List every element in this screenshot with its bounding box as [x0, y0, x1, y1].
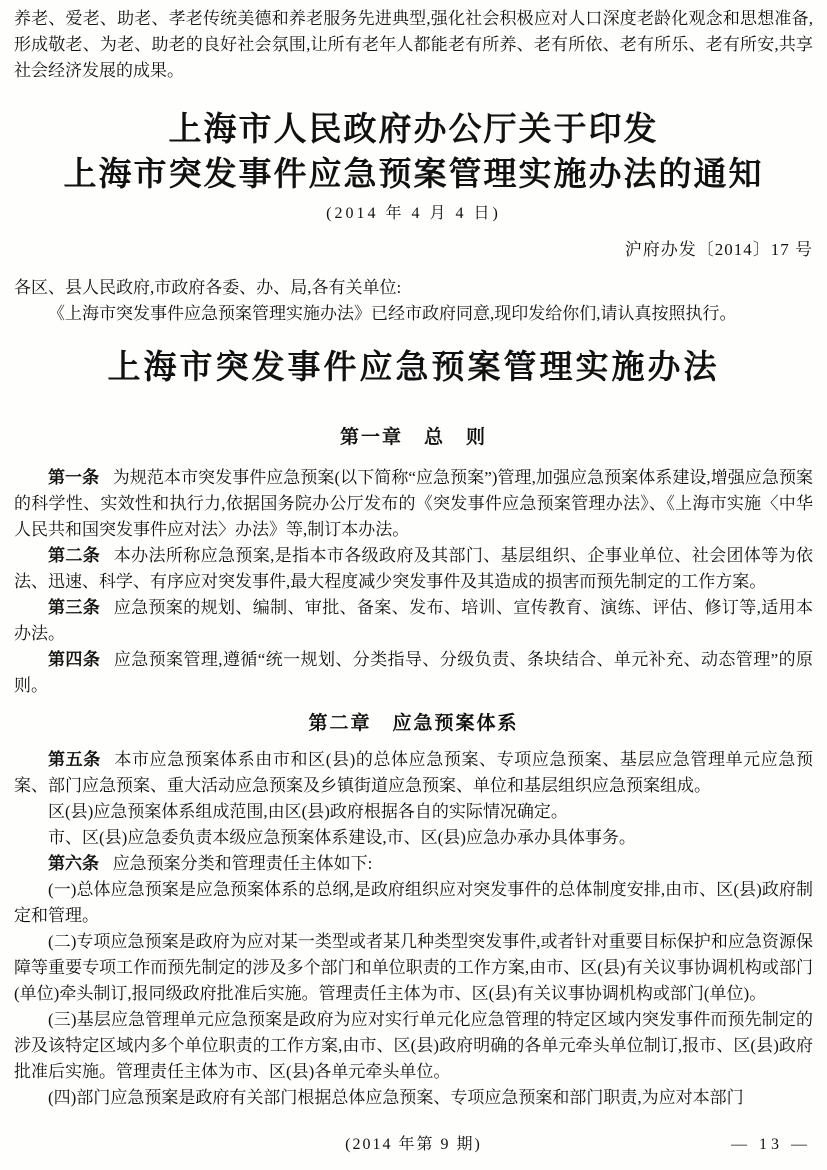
regulation-title: 上海市突发事件应急预案管理实施办法	[107, 350, 720, 386]
page-footer	[0, 1132, 827, 1158]
article-number: 第三条	[48, 598, 101, 617]
article-paragraph	[14, 747, 813, 799]
article-text: 为规范本市突发事件应急预案(以下简称“应急预案”)管理,加强应急预案体系建设,增强应急预案的科学性、实效性和执行力,依据国务院办公厅发布的《突发事件应急预案管理办法》、《上海市实施〈中华人民共和国突发事件应对法〉办法》等,制订本办法。	[14, 468, 813, 539]
doc-number: 沪府办发〔2014〕17 号	[624, 240, 813, 259]
chapter-1-heading: 第一章 总 则	[339, 427, 487, 448]
notice-date: (2014 年 4 月 4 日)	[326, 205, 501, 222]
article-text: 市、区(县)应急委负责本级应急预案体系建设,市、区(县)应急办承办具体事务。	[48, 828, 636, 847]
notice-title-line2: 上海市突发事件应急预案管理实施办法的通知	[63, 157, 764, 193]
page-number: — 13 —	[731, 1136, 811, 1153]
article-number: 第四条	[48, 650, 101, 669]
article-paragraph	[14, 465, 813, 543]
article-number: 第六条	[48, 854, 99, 873]
article-number: 第五条	[48, 750, 101, 769]
article-text: (四)部门应急预案是政府有关部门根据总体应急预案、专项应急预案和部门职责,为应对本部门	[48, 1088, 744, 1107]
article-text: 应急预案管理,遵循“统一规划、分类指导、分级负责、条块结合、单元补充、动态管理”的原则。	[14, 650, 813, 695]
article-paragraph	[14, 929, 813, 1007]
article-paragraph	[14, 543, 813, 595]
article-number: 第二条	[48, 546, 101, 565]
article-text: 应急预案的规划、编制、审批、备案、发布、培训、宣传教育、演练、评估、修订等,适用本办法。	[14, 598, 814, 643]
article-paragraph	[14, 647, 813, 699]
article-text: (一)总体应急预案是应急预案体系的总纲,是政府组织应对突发事件的总体制度安排,由市、区(县)政府制定和管理。	[14, 880, 813, 925]
salutation: 各区、县人民政府,市政府各委、办、局,各有关单位:	[14, 278, 402, 297]
article-paragraph	[14, 799, 813, 825]
chapter-2-heading: 第二章 应急预案体系	[308, 713, 519, 734]
article-number: 第一条	[48, 468, 100, 487]
article-paragraph	[14, 595, 813, 647]
article-text: (三)基层应急管理单元应急预案是政府为应对实行单元化应急管理的特定区域内突发事件而预先制定的涉及该特定区域内多个单位职责的工作方案,由市、区(县)政府明确的各单元牵头单位制订,报市、区(县)政府批准后实施。管理责任主体为市、区(县)各单元牵头单位。	[14, 1010, 813, 1081]
article-paragraph	[14, 851, 813, 877]
notice-body-paragraph: 《上海市突发事件应急预案管理实施办法》已经市政府同意,现印发给你们,请认真按照执行。	[48, 304, 737, 323]
article-text: 区(县)应急预案体系组成范围,由区(县)政府根据各自的实际情况确定。	[48, 802, 568, 821]
article-text: 本市应急预案体系由市和区(县)的总体应急预案、专项应急预案、基层应急管理单元应急预案、部门应急预案、重大活动应急预案及乡镇街道应急预案、单位和基层组织应急预案组成。	[14, 750, 814, 795]
notice-title-line1: 上海市人民政府办公厅关于印发	[168, 112, 659, 148]
article-text: 本办法所称应急预案,是指本市各级政府及其部门、基层组织、企事业单位、社会团体等为依法、迅速、科学、有序应对突发事件,最大程度减少突发事件及其造成的损害而预先制定的工作方案。	[14, 546, 814, 591]
notice-title	[14, 108, 813, 198]
continuation-paragraph: 养老、爱老、助老、孝老传统美德和养老服务先进典型,强化社会积极应对人口深度老龄化观念和思想准备,形成敬老、为老、助老的良好社会氛围,让所有老年人都能老有所养、老有所依、老有所乐、老有所安,共享社会经济发展的成果。	[14, 9, 813, 80]
article-paragraph	[14, 1007, 813, 1085]
article-paragraph	[14, 825, 813, 851]
article-text: (二)专项应急预案是政府为应对某一类型或者某几种类型突发事件,或者针对重要目标保护和应急资源保障等重要专项工作而预先制定的涉及多个部门和单位职责的工作方案,由市、区(县)有关议事协调机构或部门(单位)牵头制订,报同级政府批准后实施。管理责任主体为市、区(县)有关议事协调机构或部门(单位)。	[14, 932, 813, 1003]
article-paragraph	[14, 877, 813, 929]
article-paragraph	[14, 1085, 813, 1111]
journal-issue: (2014 年第 9 期)	[345, 1136, 482, 1153]
article-text: 应急预案分类和管理责任主体如下:	[112, 854, 373, 873]
